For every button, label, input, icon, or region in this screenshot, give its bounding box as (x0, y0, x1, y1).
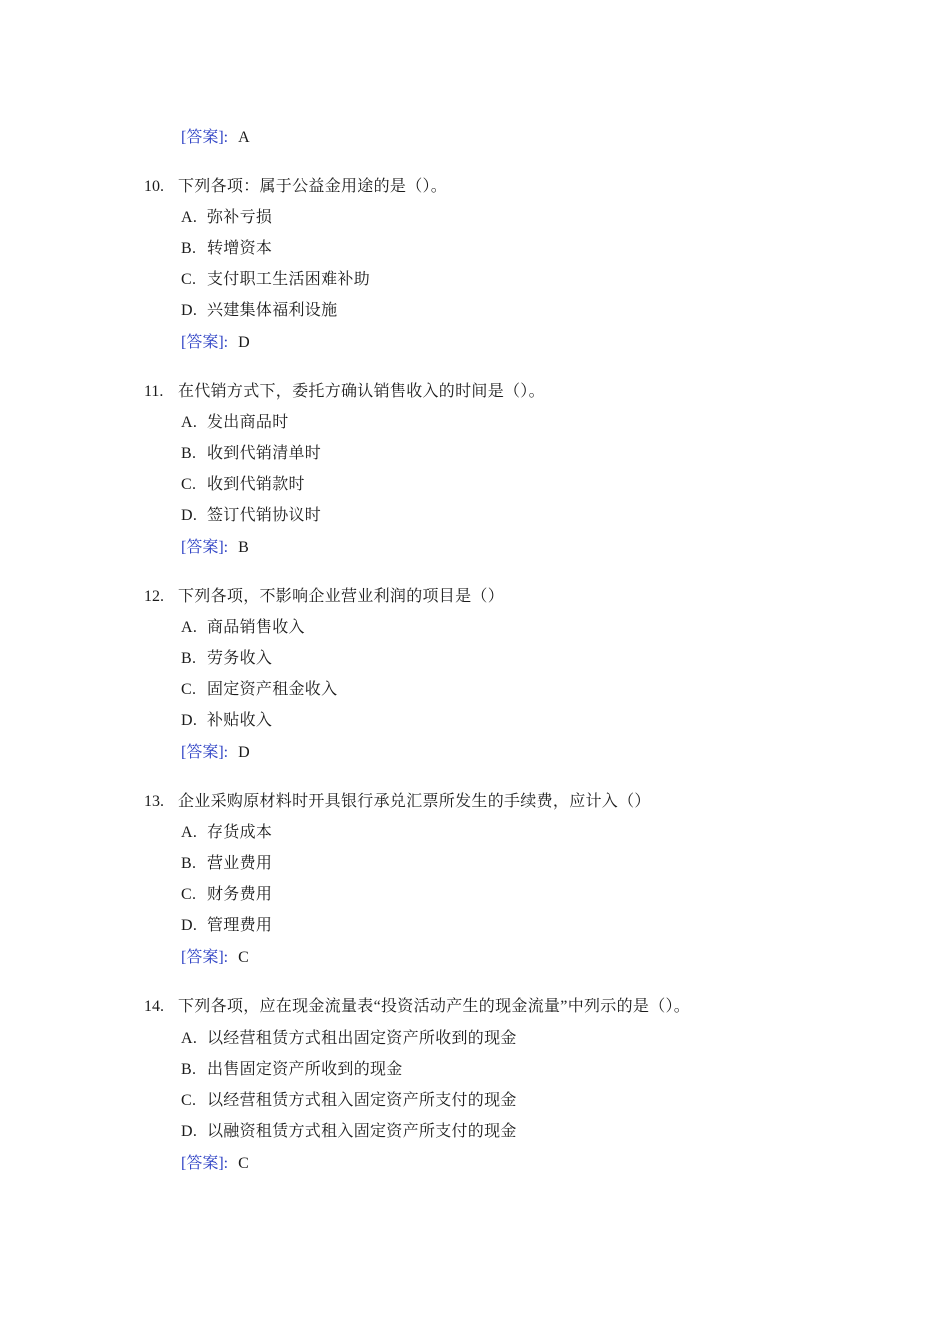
option-text: 收到代销清单时 (207, 445, 322, 462)
question-number: 14. (144, 998, 164, 1015)
answer-line (181, 127, 250, 149)
option-text: 以融资租赁方式租入固定资产所支付的现金 (207, 1123, 517, 1140)
option-a (181, 207, 272, 229)
question-text: 在代销方式下，委托方确认销售收入的时间是（）。 (178, 383, 545, 400)
option-letter: D. (181, 1123, 198, 1140)
answer-label: [答案]: (181, 949, 229, 966)
option-letter: C. (181, 271, 197, 288)
option-text: 营业费用 (207, 855, 273, 872)
question-text: 下列各项，应在现金流量表“投资活动产生的现金流量”中列示的是（）。 (178, 998, 691, 1015)
option-letter: A. (181, 824, 198, 841)
option-a (181, 412, 289, 434)
answer-value: D (238, 744, 250, 761)
option-text: 固定资产租金收入 (207, 681, 338, 698)
option-d (181, 1121, 517, 1143)
option-text: 补贴收入 (207, 712, 273, 729)
question-number: 10. (144, 178, 164, 195)
question-number: 12. (144, 588, 164, 605)
option-c (181, 1090, 517, 1112)
answer-label: [答案]: (181, 334, 229, 351)
option-c (181, 884, 272, 906)
option-b (181, 648, 272, 670)
answer-value: B (238, 539, 249, 556)
option-text: 管理费用 (207, 917, 273, 934)
option-d (181, 300, 337, 322)
answer-label: [答案]: (181, 129, 229, 146)
option-text: 签订代销协议时 (207, 507, 322, 524)
option-text: 发出商品时 (207, 414, 289, 431)
option-a (181, 617, 305, 639)
option-c (181, 474, 305, 496)
option-letter: C. (181, 476, 197, 493)
option-text: 商品销售收入 (207, 619, 305, 636)
option-letter: B. (181, 445, 197, 462)
answer-label: [答案]: (181, 1155, 229, 1172)
option-text: 财务费用 (207, 886, 273, 903)
option-text: 转增资本 (207, 240, 273, 257)
option-d (181, 915, 272, 937)
option-letter: C. (181, 886, 197, 903)
option-letter: D. (181, 302, 198, 319)
option-text: 劳务收入 (207, 650, 273, 667)
option-letter: D. (181, 507, 198, 524)
answer-value: A (238, 129, 250, 146)
option-letter: A. (181, 209, 198, 226)
option-letter: C. (181, 681, 197, 698)
option-text: 兴建集体福利设施 (207, 302, 338, 319)
answer-value: D (238, 334, 250, 351)
option-letter: C. (181, 1092, 197, 1109)
option-c (181, 679, 337, 701)
option-b (181, 443, 321, 465)
option-letter: A. (181, 1030, 198, 1047)
answer-line (181, 537, 249, 559)
option-a (181, 1028, 517, 1050)
answer-label: [答案]: (181, 744, 229, 761)
question-text: 企业采购原材料时开具银行承兑汇票所发生的手续费，应计入（） (178, 793, 651, 810)
option-text: 弥补亏损 (207, 209, 273, 226)
answer-line (181, 1153, 249, 1175)
option-b (181, 853, 272, 875)
answer-value: C (238, 1155, 249, 1172)
option-letter: D. (181, 917, 198, 934)
option-letter: D. (181, 712, 198, 729)
option-letter: A. (181, 619, 198, 636)
option-text: 支付职工生活困难补助 (207, 271, 371, 288)
option-d (181, 710, 272, 732)
option-letter: B. (181, 855, 197, 872)
question-number: 13. (144, 793, 164, 810)
answer-label: [答案]: (181, 539, 229, 556)
option-b (181, 238, 272, 260)
option-d (181, 505, 321, 527)
question-number: 11. (144, 383, 164, 400)
question-text: 下列各项：属于公益金用途的是（）。 (178, 178, 448, 195)
answer-line (181, 332, 250, 354)
option-letter: B. (181, 1061, 197, 1078)
answer-value: C (238, 949, 249, 966)
option-letter: A. (181, 414, 198, 431)
option-c (181, 269, 370, 291)
answer-line (181, 742, 250, 764)
option-b (181, 1059, 403, 1081)
option-text: 出售固定资产所收到的现金 (207, 1061, 403, 1078)
option-text: 以经营租赁方式租入固定资产所支付的现金 (207, 1092, 517, 1109)
answer-line (181, 947, 249, 969)
option-text: 存货成本 (207, 824, 273, 841)
option-a (181, 822, 272, 844)
option-letter: B. (181, 240, 197, 257)
option-text: 以经营租赁方式租出固定资产所收到的现金 (207, 1030, 517, 1047)
question-text: 下列各项，不影响企业营业利润的项目是（） (178, 588, 505, 605)
option-letter: B. (181, 650, 197, 667)
option-text: 收到代销款时 (207, 476, 305, 493)
